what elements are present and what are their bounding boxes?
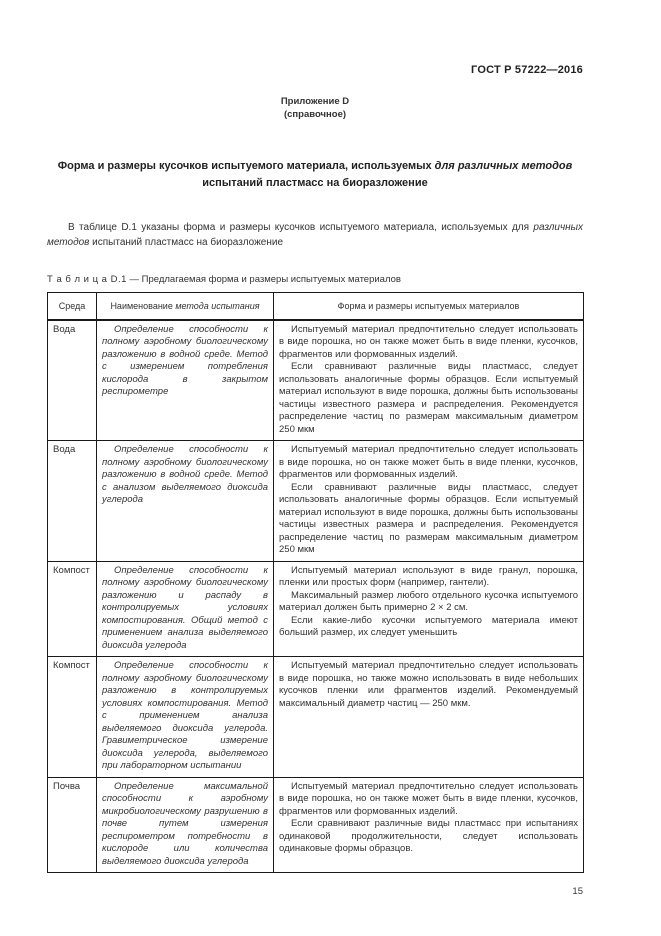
medium-cell: Вода xyxy=(48,441,97,562)
method-cell: Определение способности к полному аэробному биологическому разложению в водной среде. Метод с измерением потребления кислорода в закрытом респирометре xyxy=(97,320,274,441)
appendix-type: (справочное) xyxy=(283,109,347,120)
intro-paragraph xyxy=(47,221,583,250)
page-number: 15 xyxy=(572,886,583,897)
title-suffix: испытаний пластмасс на биоразложение xyxy=(202,177,428,189)
medium-cell: Почва xyxy=(48,777,97,873)
document-title xyxy=(47,158,583,192)
intro-italic: различных методов xyxy=(47,222,583,248)
table-caption-text: Предлагаемая форма и размеры испытуемых материалов xyxy=(141,274,401,285)
materials-table xyxy=(47,292,584,873)
method-cell: Определение способности к полному аэробному биологическому разложению и распаду в контролируемых условиях компостирования. Общий метод с применением анализа выделяемого диоксида углерода xyxy=(97,561,274,657)
table-row xyxy=(48,777,584,873)
method-cell: Определение способности к полному аэробному биологическому разложению в контролируемых условиях компостирования. Метод с применением анализа выделяемого диоксида углерода. Гравиметрическое измерение диоксида углерода, выделяемого при лабораторном испытании xyxy=(97,657,274,778)
table-row xyxy=(48,561,584,657)
shape-cell: Испытуемый материал предпочтительно следует использовать в виде порошка, но он также может быть в виде пленки, кусочков, фрагментов или формованных изделий. Если сравнивают различные виды пластмасс, следует использовать аналогичные формы образцов. Если испытуемый материал используют в виде порошка, должны быть использованы частицы известных размера и распределения. Рекомендуется распределение частиц по размерам максимальным диаметром 250 мкм xyxy=(274,441,584,562)
medium-cell: Компост xyxy=(48,657,97,778)
title-prefix: Форма и размеры кусочков испытуемого материала, используемых xyxy=(57,160,435,172)
page-content xyxy=(47,0,583,897)
shape-cell: Испытуемый материал предпочтительно следует использовать в виде порошка, но он также может быть в виде пленки, кусочков, фрагментов или формованных изделий. Если сравнивают различные виды пластмасс, следует использовать аналогичные формы образцов. Если испытуемый материал используют в виде порошка, должны быть использованы частицы известного размера и распределения. Рекомендуется распределение частиц по размерам максимальным диаметром 250 мкм xyxy=(274,320,584,441)
column-header-shape: Форма и размеры испытуемых материалов xyxy=(274,293,584,320)
appendix-label: Приложение D xyxy=(280,96,350,107)
column-header-method: Наименование метода испытания xyxy=(97,293,274,320)
table-row xyxy=(48,657,584,778)
title-italic: для различных методов xyxy=(434,160,573,172)
standard-reference: ГОСТ Р 57222—2016 xyxy=(471,64,583,76)
appendix-heading xyxy=(47,95,583,121)
shape-cell: Испытуемый материал используют в виде гранул, порошка, пленки или простых форм (например, гантели). Максимальный размер любого отдельного кусочка испытуемого материал должен быть примерно 2 × 2 см. Если какие-либо кусочки испытуемого материала имеют больший размер, их следует уменьшить xyxy=(274,561,584,657)
table-row xyxy=(48,441,584,562)
table-header-row xyxy=(48,293,584,320)
intro-suffix: испытаний пластмасс на биоразложение xyxy=(89,236,284,248)
shape-cell: Испытуемый материал предпочтительно следует использовать в виде порошка, но также можно использовать в виде небольших кусочков пленки или фрагментов изделий. Рекомендуемый максимальный диаметр частиц — 250 мкм. xyxy=(274,657,584,778)
method-cell: Определение максимальной способности к аэробному микробиологическому разрушению в почве путем измерения респирометром потребности в кислороде или количества выделяемого диоксида углерода xyxy=(97,777,274,873)
medium-cell: Компост xyxy=(48,561,97,657)
shape-cell: Испытуемый материал предпочтительно следует использовать в виде порошка, но он также может быть в виде пленки, кусочков, фрагментов или формованных изделий. Если сравнивают различные виды пластмасс при испытаниях одинаковой продолжительности, следует использовать одинаковые формы образцов. xyxy=(274,777,584,873)
intro-prefix: В таблице D.1 указаны форма и размеры кусочков испытуемого материала, используемых для xyxy=(68,222,534,233)
table-caption-label: Т а б л и ц а D.1 xyxy=(47,274,127,285)
column-header-medium: Среда xyxy=(48,293,97,320)
method-cell: Определение способности к полному аэробному биологическому разложению в водной среде. Метод с анализом выделяемого диоксида углерода xyxy=(97,441,274,562)
table-caption-separator: — xyxy=(126,274,142,285)
table-caption xyxy=(47,274,583,285)
table-row xyxy=(48,320,584,441)
medium-cell: Вода xyxy=(48,320,97,441)
